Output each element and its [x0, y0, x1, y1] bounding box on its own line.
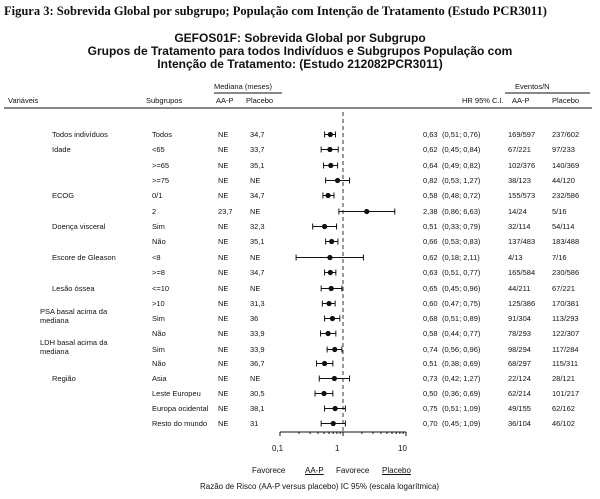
row-events-placebo: 67/221 [552, 284, 575, 293]
row-ci: (0,42; 1,27) [442, 374, 481, 383]
header-median-placebo: Placebo [246, 96, 274, 105]
hr-point [329, 286, 334, 291]
row-median-placebo: NE [250, 374, 261, 383]
row-median-placebo: 36,7 [250, 359, 265, 368]
hr-point [364, 209, 369, 214]
hr-point [335, 178, 340, 183]
chart-title-line-2: Grupos de Tratamento para todos Indivíduos e Subgrupos População com [87, 44, 513, 58]
row-events-placebo: 115/311 [552, 359, 578, 368]
row-median-placebo: 32,3 [250, 222, 265, 231]
row-median-aap: 23,7 [218, 207, 233, 216]
row-events-placebo: 5/16 [552, 207, 567, 216]
row-subgroup: >=8 [152, 268, 165, 277]
row-events-placebo: 183/488 [552, 237, 580, 246]
hr-point [325, 193, 330, 198]
row-subgroup: 2 [152, 207, 157, 216]
row-events-placebo: 101/217 [552, 389, 580, 398]
row-hr: 0,62 [423, 145, 438, 154]
row-events-aap: 49/155 [508, 404, 531, 413]
figure-caption: Figura 3: Sobrevida Global por subgrupo; População com Intenção de Tratamento (Estudo PCR3011) [4, 4, 547, 18]
row-median-placebo: 35,1 [250, 161, 265, 170]
header-median: Mediana (meses) [214, 82, 272, 91]
row-ci: (0,45; 0,96) [442, 284, 481, 293]
hr-point [327, 147, 332, 152]
hr-point [331, 421, 336, 426]
row-median-aap: NE [218, 253, 229, 262]
chart-title-line-3: Intenção de Tratamento: (Estudo 212082PCR3011) [157, 57, 443, 71]
row-ci: (0,51; 0,89) [442, 314, 481, 323]
row-subgroup: Asia [152, 374, 167, 383]
row-median-aap: NE [218, 191, 229, 200]
row-subgroup: Resto do mundo [152, 419, 208, 428]
row-variable: ECOG [52, 191, 75, 200]
favor-right-label: Favorece [336, 466, 370, 475]
row-hr: 0,68 [423, 314, 438, 323]
hr-point [322, 361, 327, 366]
hr-point [333, 406, 338, 411]
row-median-placebo: 33,7 [250, 145, 265, 154]
row-events-placebo: 7/16 [552, 253, 567, 262]
header-events-placebo: Placebo [552, 96, 580, 105]
row-events-aap: 38/123 [508, 176, 531, 185]
row-subgroup: Não [152, 329, 166, 338]
row-subgroup: Não [152, 359, 166, 368]
row-median-placebo: 33,9 [250, 345, 265, 354]
row-median-placebo: NE [250, 207, 261, 216]
row-ci: (0,49; 0,82) [442, 161, 481, 170]
row-events-placebo: 28/121 [552, 374, 575, 383]
row-events-placebo: 97/233 [552, 145, 575, 154]
row-variable: LDH basal acima da [40, 338, 108, 347]
row-hr: 0,82 [423, 176, 438, 185]
row-ci: (0,44; 0,77) [442, 329, 481, 338]
row-median-aap: NE [218, 404, 229, 413]
row-hr: 0,66 [423, 237, 438, 246]
row-hr: 0,63 [423, 268, 438, 277]
x-axis-label: Razão de Risco (AA-P versus placebo) IC 95% (escala logarítmica) [200, 482, 440, 491]
row-median-aap: NE [218, 222, 229, 231]
header-events-aap: AA-P [512, 96, 530, 105]
row-median-aap: NE [218, 130, 229, 139]
x-tick-label: 1 [335, 444, 340, 453]
favor-right-group: Placebo [382, 466, 411, 475]
row-subgroup: Sim [152, 314, 165, 323]
row-median-aap: NE [218, 389, 229, 398]
row-events-aap: 165/584 [508, 268, 536, 277]
row-subgroup: >10 [152, 299, 165, 308]
row-ci: (0,53; 0,83) [442, 237, 481, 246]
row-events-aap: 98/294 [508, 345, 531, 354]
row-subgroup: Todos [152, 130, 173, 139]
row-hr: 0,65 [423, 284, 438, 293]
row-variable-cont: mediana [40, 347, 69, 356]
row-variable: Escore de Gleason [52, 253, 116, 262]
favor-left-group: AA-P [305, 466, 324, 475]
row-median-aap: NE [218, 268, 229, 277]
row-variable: Todos indivíduos [52, 130, 108, 139]
row-events-placebo: 54/114 [552, 222, 575, 231]
row-hr: 0,73 [423, 374, 438, 383]
row-subgroup: Não [152, 237, 166, 246]
row-median-placebo: 34,7 [250, 191, 265, 200]
row-median-placebo: 30,5 [250, 389, 265, 398]
row-median-aap: NE [218, 237, 229, 246]
row-median-aap: NE [218, 359, 229, 368]
row-subgroup: >=75 [152, 176, 170, 185]
row-variable-cont: mediana [40, 316, 69, 325]
header-variables: Variáveis [8, 96, 39, 105]
row-ci: (0,33; 0,79) [442, 222, 481, 231]
hr-point [328, 163, 333, 168]
row-events-placebo: 140/369 [552, 161, 580, 170]
hr-point [332, 376, 337, 381]
hr-point [332, 347, 337, 352]
row-events-aap: 62/214 [508, 389, 531, 398]
row-median-aap: NE [218, 314, 229, 323]
row-events-placebo: 117/284 [552, 345, 579, 354]
row-ci: (0,56; 0,96) [442, 345, 481, 354]
x-tick-label: 0,1 [272, 444, 284, 453]
row-median-aap: NE [218, 176, 229, 185]
row-median-placebo: 36 [250, 314, 259, 323]
favor-left-label: Favorece [252, 466, 286, 475]
row-median-aap: NE [218, 374, 229, 383]
hr-point [325, 331, 330, 336]
row-hr: 0,51 [423, 359, 438, 368]
header-subgroups: Subgrupos [146, 96, 183, 105]
header-events: Eventos/N [515, 82, 550, 91]
row-median-aap: NE [218, 284, 229, 293]
row-hr: 0,58 [423, 191, 438, 200]
row-hr: 0,74 [423, 345, 438, 354]
row-events-aap: 102/376 [508, 161, 536, 170]
row-subgroup: <8 [152, 253, 161, 262]
row-subgroup: Leste Europeu [152, 389, 201, 398]
row-events-placebo: 237/602 [552, 130, 580, 139]
row-subgroup: Sim [152, 222, 165, 231]
hr-point [330, 316, 335, 321]
row-median-placebo: 34,7 [250, 130, 265, 139]
row-median-placebo: 35,1 [250, 237, 265, 246]
row-median-aap: NE [218, 419, 229, 428]
row-variable: Doença visceral [52, 222, 106, 231]
row-subgroup: 0/1 [152, 191, 163, 200]
hr-point [328, 270, 333, 275]
row-hr: 0,60 [423, 299, 438, 308]
row-events-aap: 155/573 [508, 191, 536, 200]
header-hr: HR 95% C.I. [462, 96, 504, 105]
row-median-aap: NE [218, 299, 229, 308]
row-events-aap: 4/13 [508, 253, 523, 262]
row-variable: Região [52, 374, 76, 383]
row-events-aap: 125/386 [508, 299, 536, 308]
x-tick-label: 10 [398, 444, 407, 453]
row-ci: (0,36; 0,69) [442, 389, 481, 398]
row-ci: (0,86; 6,63) [442, 207, 481, 216]
row-hr: 0,75 [423, 404, 438, 413]
row-median-placebo: NE [250, 253, 261, 262]
row-events-aap: 91/304 [508, 314, 531, 323]
row-events-aap: 22/124 [508, 374, 531, 383]
row-events-aap: 67/221 [508, 145, 531, 154]
row-subgroup: <=10 [152, 284, 170, 293]
row-ci: (0,53; 1,27) [442, 176, 481, 185]
row-subgroup: >=65 [152, 161, 170, 170]
row-events-placebo: 113/293 [552, 314, 579, 323]
row-events-placebo: 44/120 [552, 176, 575, 185]
row-median-placebo: 38,1 [250, 404, 265, 413]
row-hr: 2,38 [423, 207, 438, 216]
row-hr: 0,50 [423, 389, 438, 398]
row-subgroup: Europa ocidental [152, 404, 209, 413]
row-median-aap: NE [218, 345, 229, 354]
row-median-aap: NE [218, 145, 229, 154]
row-events-placebo: 46/102 [552, 419, 575, 428]
row-median-placebo: 31 [250, 419, 259, 428]
hr-point [327, 255, 332, 260]
row-events-aap: 32/114 [508, 222, 531, 231]
row-events-aap: 36/104 [508, 419, 531, 428]
row-variable: PSA basal acima da [40, 307, 108, 316]
row-hr: 0,64 [423, 161, 438, 170]
row-events-placebo: 62/162 [552, 404, 575, 413]
row-events-aap: 44/211 [508, 284, 531, 293]
row-hr: 0,51 [423, 222, 438, 231]
row-events-aap: 78/293 [508, 329, 531, 338]
header-median-aap: AA-P [216, 96, 234, 105]
row-hr: 0,70 [423, 419, 438, 428]
row-hr: 0,62 [423, 253, 438, 262]
row-events-aap: 14/24 [508, 207, 527, 216]
row-ci: (0,47; 0,75) [442, 299, 481, 308]
row-ci: (0,45; 0,84) [442, 145, 481, 154]
hr-point [329, 239, 334, 244]
row-median-placebo: NE [250, 176, 261, 185]
row-median-placebo: 34,7 [250, 268, 265, 277]
hr-point [326, 301, 331, 306]
row-median-aap: NE [218, 161, 229, 170]
row-events-placebo: 230/586 [552, 268, 580, 277]
row-ci: (0,18; 2,11) [442, 253, 480, 262]
chart-title-line-1: GEFOS01F: Sobrevida Global por Subgrupo [174, 31, 426, 45]
row-ci: (0,51, 0,77) [442, 268, 481, 277]
row-variable: Lesão óssea [52, 284, 95, 293]
hr-point [328, 132, 333, 137]
row-events-placebo: 122/307 [552, 329, 580, 338]
row-subgroup: Sim [152, 345, 165, 354]
hr-point [321, 391, 326, 396]
row-ci: (0,48; 0,72) [442, 191, 481, 200]
row-events-aap: 68/297 [508, 359, 531, 368]
row-variable: Idade [52, 145, 71, 154]
row-median-aap: NE [218, 329, 229, 338]
row-events-placebo: 232/586 [552, 191, 580, 200]
row-subgroup: <65 [152, 145, 165, 154]
row-median-placebo: 33,9 [250, 329, 265, 338]
row-ci: (0,38; 0,69) [442, 359, 481, 368]
row-hr: 0,58 [423, 329, 438, 338]
row-hr: 0,63 [423, 130, 438, 139]
row-events-aap: 137/483 [508, 237, 536, 246]
row-events-aap: 169/597 [508, 130, 536, 139]
row-median-placebo: NE [250, 284, 261, 293]
row-ci: (0,51; 0,76) [442, 130, 481, 139]
row-ci: (0,51; 1,09) [442, 404, 481, 413]
row-events-placebo: 170/381 [552, 299, 580, 308]
row-ci: (0,45; 1,09) [442, 419, 481, 428]
row-median-placebo: 31,3 [250, 299, 265, 308]
hr-point [322, 224, 327, 229]
